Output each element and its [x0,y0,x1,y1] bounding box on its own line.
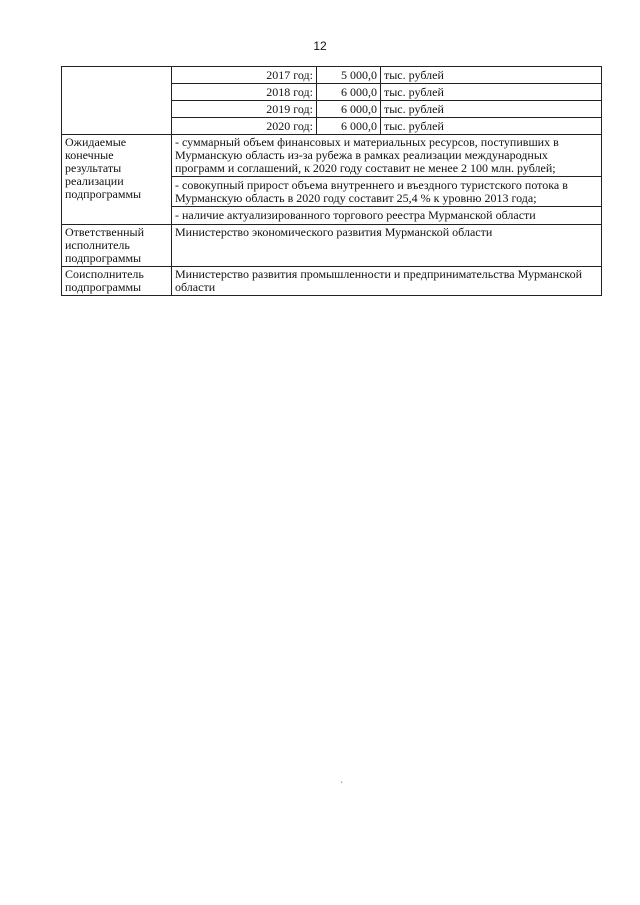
expected-result-item: - суммарный объем финансовых и материальных ресурсов, поступивших в Мурманскую область из-за рубежа в рамках реализации международных программ и соглашений, к 2020 году составит не менее 2 100 млн. рублей; [175,135,559,175]
responsible-value: Министерство экономического развития Мурманской области [172,225,602,267]
expected-result-item: - совокупный прирост объема внутреннего и въездного туристского потока в Мурманскую область в 2020 году составит 25,4 % к уровню 2013 года; [172,176,601,206]
subprogram-passport-table [61,66,602,296]
coexecutor-row [62,267,602,296]
funding-amount: 5 000,0 [317,67,381,84]
responsible-label: Ответственный исполнитель подпрограммы [62,225,172,267]
funding-year: 2019 год: [172,101,317,118]
funding-label-cell [62,67,172,135]
funding-amount: 6 000,0 [317,118,381,135]
stray-mark: ` [340,781,344,790]
expected-results-label: Ожидаемые конечные результаты реализации подпрограммы [62,135,172,225]
funding-amount: 6 000,0 [317,84,381,101]
funding-unit: тыс. рублей [381,84,602,101]
funding-unit: тыс. рублей [381,118,602,135]
coexecutor-value: Министерство развития промышленности и предпринимательства Мурманской области [172,267,602,296]
funding-unit: тыс. рублей [381,101,602,118]
responsible-row [62,225,602,267]
funding-year: 2017 год: [172,67,317,84]
funding-unit: тыс. рублей [381,67,602,84]
page-number: 12 [313,39,327,53]
coexecutor-label: Соисполнитель подпрограммы [62,267,172,296]
expected-result-item: - наличие актуализированного торгового реестра Мурманской области [172,206,601,223]
funding-year: 2018 год: [172,84,317,101]
funding-amount: 6 000,0 [317,101,381,118]
expected-results-cell [172,135,602,225]
funding-row-2017 [62,67,602,84]
expected-results-row [62,135,602,225]
funding-year: 2020 год: [172,118,317,135]
